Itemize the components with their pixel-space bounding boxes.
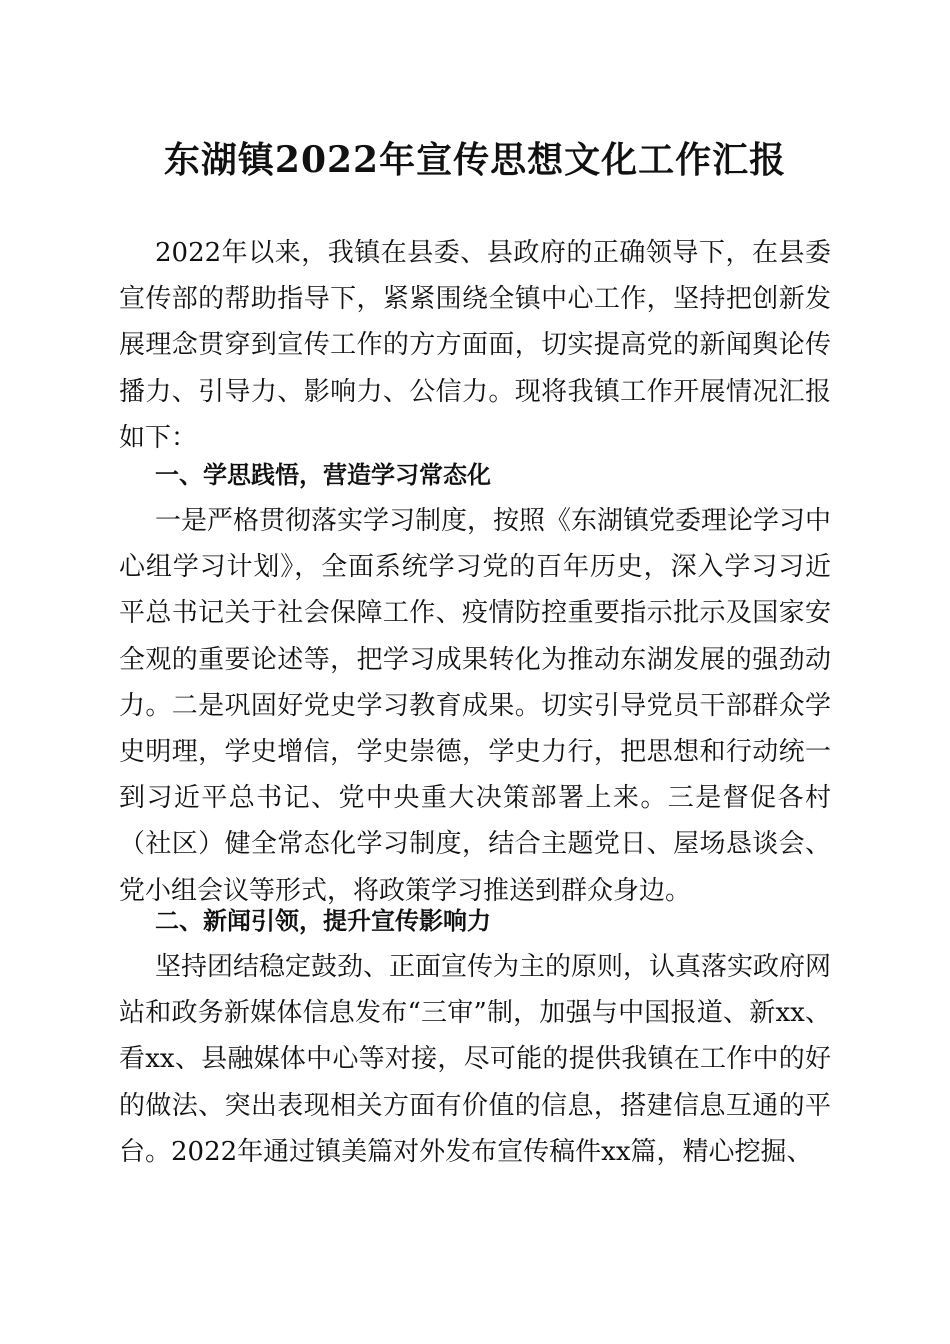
- section-body-1: 一是严格贯彻落实学习制度，按照《东湖镇党委理论学习中心组学习计划》，全面系统学习党的百年历史，深入学习习近平总书记关于社会保障工作、疫情防控重要指示批示及国家安全观的重要论述等，把学习成果转化为推动东湖发展的强劲动力。二是巩固好党史学习教育成果。切实引导党员干部群众学史明理，学史增信，学史崇德，学史力行，把思想和行动统一到习近平总书记、党中央重大决策部署上来。三是督促各村（社区）健全常态化学习制度，结合主题党日、屋场恳谈会、党小组会议等形式，将政策学习推送到群众身边。: [119, 506, 832, 906]
- section-heading-1: 一、学思践悟，营造学习常态化: [155, 461, 491, 489]
- intro-paragraph: 2022年以来，我镇在县委、县政府的正确领导下，在县委宣传部的帮助指导下，紧紧围绕全镇中心工作，坚持把创新发展理念贯穿到宣传工作的方方面面，切实提高党的新闻舆论传播力、引导力、影响力、公信力。现将我镇工作开展情况汇报如下：: [119, 238, 831, 453]
- section-body-2: 坚持团结稳定鼓劲、正面宣传为主的原则，认真落实政府网站和政务新媒体信息发布“三审”制，加强与中国报道、新xx、看xx、县融媒体中心等对接，尽可能的提供我镇在工作中的好的做法、突出表现相关方面有价值的信息，搭建信息互通的平台。2022年通过镇美篇对外发布宣传稿件xx篇，精心挖掘、: [119, 952, 832, 1167]
- document-title: 东湖镇2022年宣传思想文化工作汇报: [163, 139, 787, 181]
- section-heading-2: 二、新闻引领，提升宣传影响力: [155, 907, 491, 935]
